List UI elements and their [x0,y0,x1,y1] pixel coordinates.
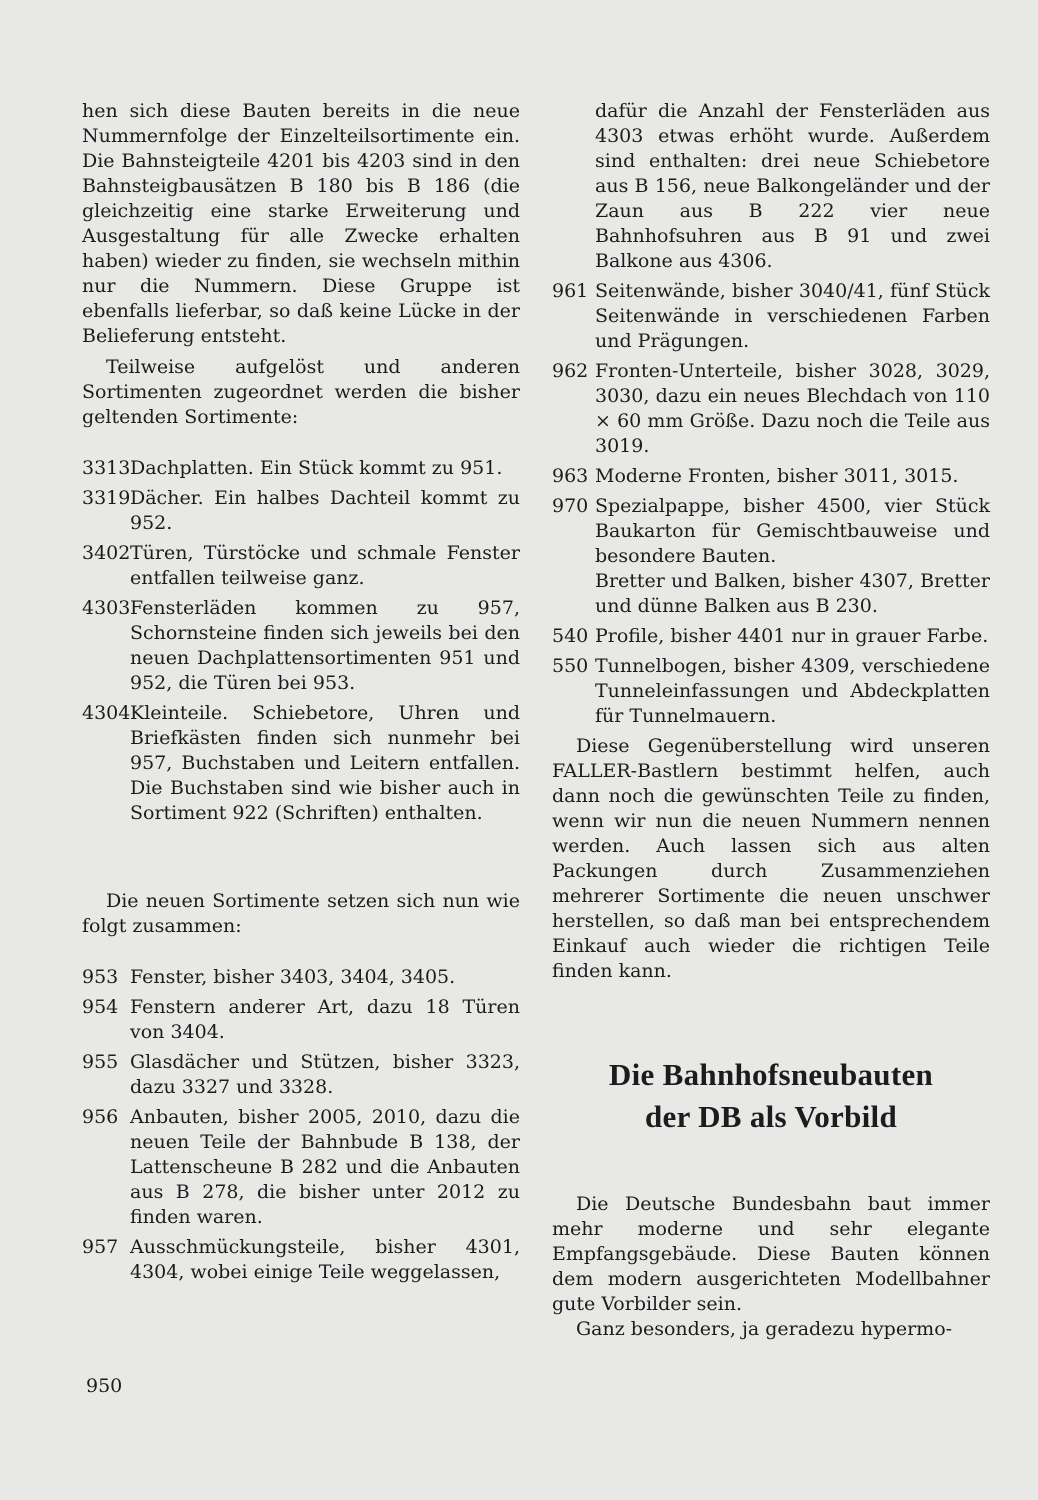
list-item [552,494,990,569]
item-number: 953 [82,966,119,988]
item-number: 4304 [82,702,131,724]
article-paragraph-1: Die Deutsche Bundesbahn baut immer mehr moderne und sehr elegante Empfangsgebäude. Diese Bauten können dem modern ausgerichteten Modellbahner gute Vorbilder sein. [552,1193,990,1315]
list-item [82,701,520,826]
item-text: Türen, Türstöcke und schmale Fenster entfallen teilweise ganz. [130,542,520,589]
article-heading [552,1054,990,1138]
item-number: 3313 [82,457,131,479]
heading-line-2: der DB als Vorbild [644,1099,898,1134]
item-number: 954 [82,996,119,1018]
item-text: Seitenwände, bisher 3040/41, fünf Stück Seitenwände in verschiedenen Farben und Prägungen. [595,280,990,352]
left-column [82,99,520,1290]
item-text: Anbauten, bisher 2005, 2010, dazu die neuen Teile der Bahnbude B 138, der Lattenscheune B 282 und die Anbauten aus B 278, die bisher unter 2012 zu finden waren. [130,1106,520,1228]
item-text: Fronten-Unterteile, bisher 3028, 3029, 3030, dazu ein neues Blechdach von 110 × 60 mm Größe. Dazu noch die Teile aus 3019. [595,360,990,457]
continued-item-text: dafür die Anzahl der Fensterläden aus 4303 etwas erhöht wurde. Außerdem sind enthalten: drei neue Schiebetore aus B 156, neue Balkongeländer und der Zaun aus B 222 vier neue Bahnhofsuhren aus B 91 und zwei Balkone aus 4306. [595,100,990,272]
heading-line-1: Die Bahnhofsneubauten [608,1057,934,1092]
item-number: 956 [82,1106,119,1128]
item-text: Moderne Fronten, bisher 3011, 3015. [595,465,959,487]
list-item [82,456,520,481]
article-paragraph-2: Ganz besonders, ja geradezu hypermo- [576,1318,953,1340]
item-number: 540 [552,625,589,647]
list-item [552,359,990,459]
item-number: 961 [552,280,589,302]
item-text: Dächer. Ein halbes Dachteil kommt zu 952. [130,487,520,534]
list-item [552,279,990,354]
list-item [82,596,520,696]
item-text: Spezialpappe, bisher 4500, vier Stück Baukarton für Gemischtbauweise und besondere Bauten. [595,495,990,567]
item-number: 963 [552,465,589,487]
item-text: Ausschmückungsteile, bisher 4301, 4304, wobei einige Teile weggelassen, [130,1236,520,1283]
page-number: 950 [86,1375,123,1397]
item-number: 957 [82,1236,119,1258]
intro-paragraph: hen sich diese Bauten bereits in die neue Nummernfolge der Einzelteilsortimente ein. Die Bahnsteigteile 4201 bis 4203 sind in den Bahnsteigbausätzen B 180 bis B 186 (die gleichzeitig eine starke Erweiterung und Ausgestaltung für alle Zwecke erhalten haben) wieder zu finden, sie wechseln mithin nur die Nummern. Diese Gruppe ist ebenfalls lieferbar, so daß keine Lücke in der Belieferung entsteht. [82,100,520,347]
item-number: 3319 [82,487,131,509]
item-number: 970 [552,495,589,517]
item-number: 955 [82,1051,119,1073]
closing-paragraph: Diese Gegenüberstellung wird unseren FALLER-Bastlern bestimmt helfen, auch dann noch die gewünschten Teile zu finden, wenn wir nun die neuen Nummern nennen werden. Auch lassen sich aus alten Packungen durch Zusammenziehen mehrerer Sortimente die neuen unschwer herstellen, so daß man bei entsprechendem Einkauf auch wieder die richtigen Teile finden kann. [552,735,990,982]
right-column [552,99,990,1342]
list-item [82,1235,520,1285]
item-text: Dachplatten. Ein Stück kommt zu 951. [130,457,503,479]
item-number: 3402 [82,542,131,564]
list-item [82,541,520,591]
list-item [82,1050,520,1100]
new-sortiment-list [82,965,520,1285]
list-item [552,464,990,489]
list-item [82,995,520,1045]
item-text: Profile, bisher 4401 nur in grauer Farbe. [595,625,989,647]
list-item [82,965,520,990]
item-text: Fensterläden kommen zu 957, Schornsteine finden sich jeweils bei den neuen Dachplattensortimenten 951 und 952, die Türen bei 953. [130,597,520,694]
item-number: 550 [552,655,589,677]
list-item [82,486,520,536]
item-text: Fenster, bisher 3403, 3404, 3405. [130,966,456,988]
paragraph-new-sortiments: Die neuen Sortimente setzen sich nun wie folgt zusammen: [82,890,520,937]
item-text: Kleinteile. Schiebetore, Uhren und Briefkästen finden sich nunmehr bei 957, Buchstaben und Leitern entfallen. Die Buchstaben sind wie bisher auch in Sortiment 922 (Schriften) enthalten. [130,702,520,824]
paragraph-old-sortiments: Teilweise aufgelöst und anderen Sortimenten zugeordnet werden die bisher geltenden Sortimente: [82,356,520,428]
list-item [552,624,990,649]
list-item [82,1105,520,1230]
item-number: 962 [552,360,589,382]
list-item [552,654,990,729]
item-text: Glasdächer und Stützen, bisher 3323, dazu 3327 und 3328. [130,1051,520,1098]
sortiment-list-continued [552,279,990,729]
old-sortiment-list [82,456,520,826]
item-text: Fenstern anderer Art, dazu 18 Türen von 3404. [130,996,520,1043]
item-text-continued: Bretter und Balken, bisher 4307, Bretter und dünne Balken aus B 230. [595,570,990,617]
item-text: Tunnelbogen, bisher 4309, verschiedene Tunneleinfassungen und Abdeckplatten für Tunnelmauern. [595,655,990,727]
item-number: 4303 [82,597,131,619]
